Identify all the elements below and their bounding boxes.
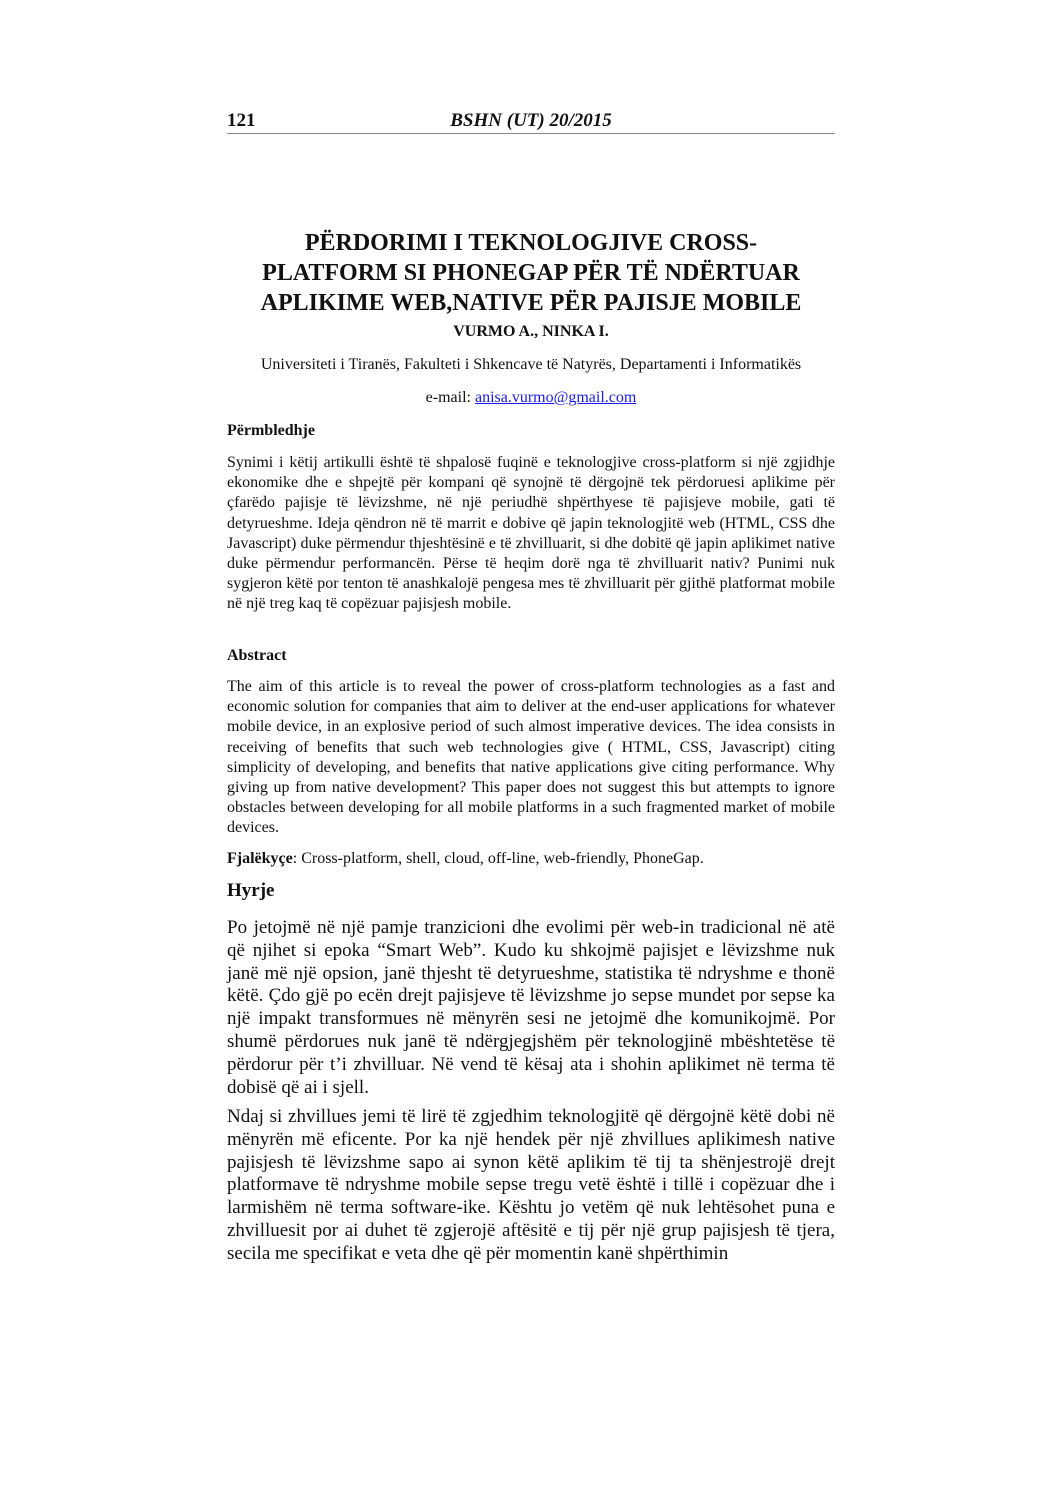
email-line <box>227 389 835 407</box>
paper-title <box>227 228 835 318</box>
keywords-label: Fjalëkyçe <box>227 850 293 867</box>
email-link[interactable]: anisa.vurmo@gmail.com <box>474 389 637 406</box>
header-rule <box>227 133 835 134</box>
journal-citation: BSHN (UT) 20/2015 <box>450 110 612 131</box>
hyrje-heading: Hyrje <box>227 880 275 901</box>
title-line-3: APLIKIME WEB,NATIVE PËR PAJISJE MOBILE <box>260 290 802 316</box>
keywords-text: : Cross-platform, shell, cloud, off-line, web-friendly, PhoneGap. <box>292 850 704 867</box>
hyrje-paragraph-2: Ndaj si zhvillues jemi të lirë të zgjedhim teknologjitë që dërgojnë këtë dobi në mënyrën më eficente. Por ka një hendek për një zhvillues aplikimesh native pajisjesh të lëvizshme sapo ai synon këtë aplikim të tij ta shënjestrojë drejt platformave të ndryshme mobile sepse tregu vetë është i tillë i copëzuar dhe i larmishëm në terma software-ike. Kështu jo vetëm që nuk lehtësohet puna e zhvilluesit por ai duhet të zgjerojë aftësitë e tij për një grup pajisjesh të tjera, secila me specifikat e veta dhe që për momentin kanë shpërthimin <box>227 1106 835 1264</box>
hyrje-paragraph-1: Po jetojmë në një pamje tranzicioni dhe evolimi për web-in tradicional në atë që njihet si epoka “Smart Web”. Kudo ku shkojmë pajisjet e lëvizshme nuk janë më një opsion, janë thjesht të detyrueshme, statistika të ndryshme e thonë këtë. Çdo gjë po ecën drejt pajisjeve të lëvizshme jo sepse mundet por sepse ka një impakt transformues në mënyrën sesi ne jetojmë dhe komunikojmë. Por shumë përdorues nuk janë të ndërgjegjshëm për teknologjinë mbështetëse të përdorur për t’i zhvilluar. Në vend të kësaj ata i shohin aplikimet në terma të dobisë që ai i sjell. <box>227 917 835 1098</box>
title-line-2: PLATFORM SI PHONEGAP PËR TË NDËRTUAR <box>262 260 800 286</box>
title-line-1: PËRDORIMI I TEKNOLOGJIVE CROSS- <box>304 230 758 256</box>
running-header <box>227 110 835 134</box>
permbledhje-heading: Përmbledhje <box>227 422 315 439</box>
authors: VURMO A., NINKA I. <box>453 323 609 340</box>
email-label: e-mail: <box>425 389 475 406</box>
abstract-text: The aim of this article is to reveal the power of cross-platform technologies as a fast and economic solution for companies that aim to deliver at the end-user applications for whatever mobile device, in an explosive period of such almost imperative devices. The idea consists in receiving of benefits that such web technologies give ( HTML, CSS, Javascript) citing simplicity of developing, and benefits that native applications give citing performance. Why giving up from native development? This paper does not suggest this but attempts to ignore obstacles between developing for all mobile platforms in a such fragmented market of mobile devices. <box>227 678 835 837</box>
abstract-heading: Abstract <box>227 647 287 664</box>
permbledhje-text: Synimi i këtij artikulli është të shpalosë fuqinë e teknologjive cross-platform si një zgjidhje ekonomike dhe e shpejtë për kompani që synojnë të dërgojnë tek përdoruesi aplikime për çfarëdo pajisje të lëvizshme, në një periudhë shpërthyese të pajisjeve mobile, gati të detyrueshme. Ideja qëndron në të marrit e dobive që japin teknologjitë web (HTML, CSS dhe Javascript) duke përmendur thjeshtësinë e të zhvilluarit, si dhe dobitë që japin aplikimet native duke përmendur performancën. Përse të heqim dorë nga të zhvilluarit nativ? Punimi nuk sygjeron këtë por tenton të anashkalojë pengesa mes të zhvilluarit për gjithë platformat mobile në një treg kaq të copëzuar pajisjesh mobile. <box>227 454 835 613</box>
affiliation: Universiteti i Tiranës, Fakulteti i Shkencave të Natyrës, Departamenti i Informatikës <box>260 356 802 373</box>
keywords-line <box>227 850 835 868</box>
page-number: 121 <box>227 110 256 131</box>
